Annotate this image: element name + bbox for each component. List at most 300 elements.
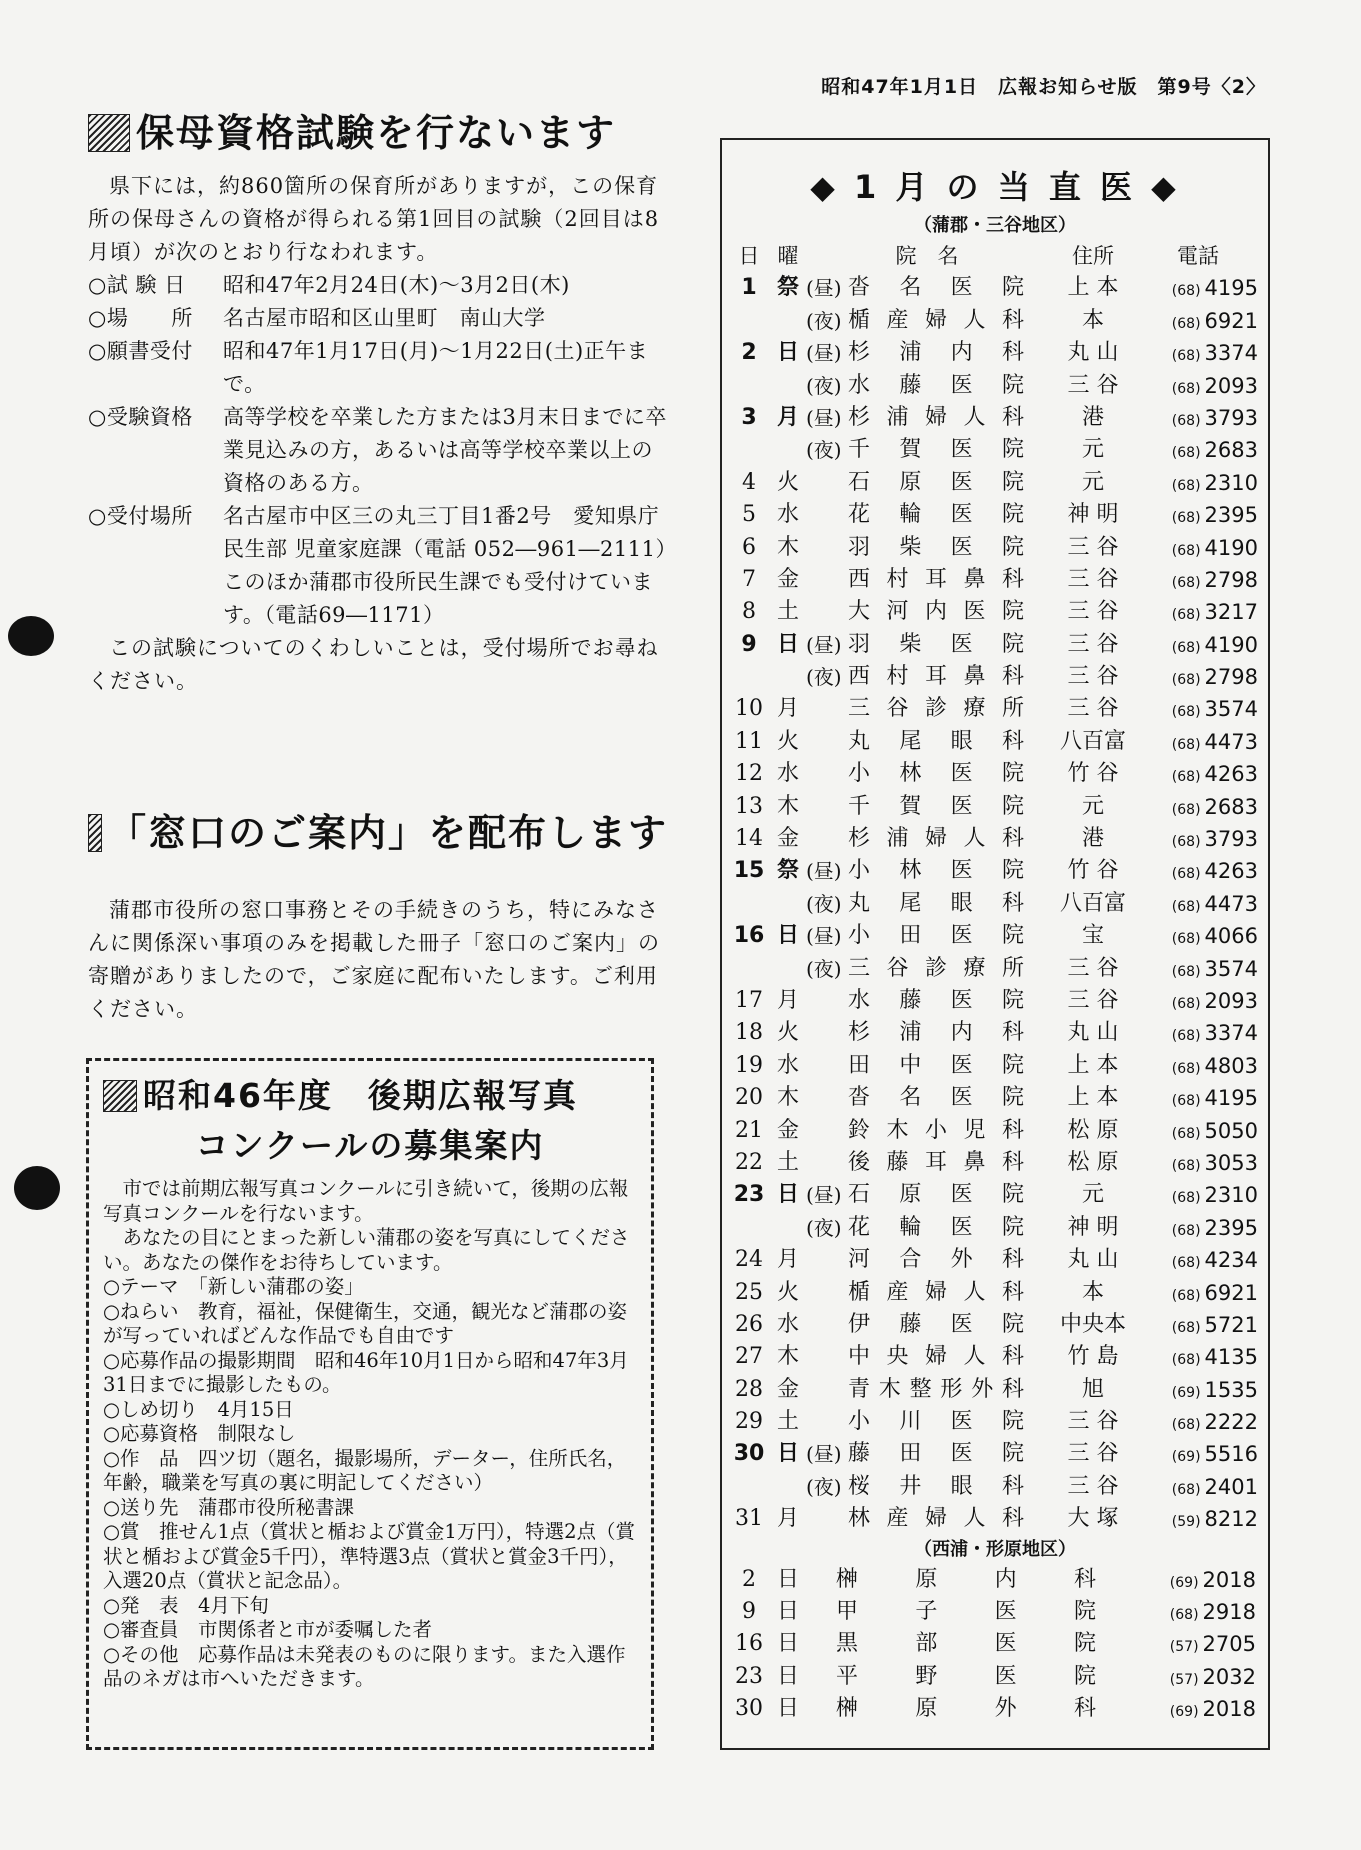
row-weekday: 火 xyxy=(776,1279,799,1305)
box-item: ○ねらい 教育，福祉，保健衛生，交通，観光など蒲郡の姿が写っていればどんな作品でも自由です xyxy=(103,1299,628,1347)
item-label: ○願書受付 xyxy=(88,339,193,363)
row-day: 30 xyxy=(733,1441,765,1467)
row-clinic: 中央婦人科 xyxy=(848,1344,1024,1370)
row-day: 9 xyxy=(742,1599,756,1625)
box-paragraph: 市では前期広報写真コンクールに引き続いて，後期の広報写真コンクールを行ないます。 xyxy=(103,1177,629,1225)
row-clinic: 藤田医院 xyxy=(848,1441,1024,1467)
box-title-line1 xyxy=(103,1071,637,1121)
box-items xyxy=(103,1275,637,1692)
phone-area-code: (68) xyxy=(1171,1319,1201,1336)
phone-area-code: (69) xyxy=(1169,1574,1199,1591)
row-address: 宝 xyxy=(1081,923,1104,949)
row-phone xyxy=(1138,855,1258,887)
phone-number: 3793 xyxy=(1204,827,1258,852)
phone-number: 4195 xyxy=(1204,276,1258,301)
row-clinic: 小林医院 xyxy=(848,858,1024,884)
row-clinic: 杉浦内科 xyxy=(848,1020,1024,1046)
row-clinic: 河合外科 xyxy=(848,1247,1024,1273)
row-weekday: 日 xyxy=(776,1441,799,1467)
phone-number: 3374 xyxy=(1204,1021,1258,1046)
row-shift: (夜) xyxy=(806,373,842,398)
row-phone xyxy=(1138,1179,1258,1211)
row-shift xyxy=(806,985,848,1017)
row-shift xyxy=(806,1244,848,1276)
row-phone xyxy=(1138,1309,1258,1341)
box-item: ○しめ切り 4月15日 xyxy=(103,1397,294,1421)
row-day: 26 xyxy=(735,1311,763,1337)
row-day: 9 xyxy=(741,631,757,657)
phone-area-code: (68) xyxy=(1171,1222,1201,1239)
row-shift xyxy=(806,1277,848,1309)
phone-number: 2683 xyxy=(1204,438,1258,463)
table-header xyxy=(722,240,1268,272)
row-clinic: 羽柴医院 xyxy=(848,534,1024,560)
table-row xyxy=(728,1115,1268,1147)
table-row xyxy=(728,499,1268,531)
row-shift: (夜) xyxy=(806,1215,842,1240)
row-clinic: 丸尾眼科 xyxy=(848,890,1024,916)
table-row xyxy=(728,791,1268,823)
table-row xyxy=(728,305,1268,337)
row-phone xyxy=(1138,1115,1258,1147)
table-row xyxy=(728,596,1268,628)
row-address: 港 xyxy=(1081,404,1104,430)
row-shift xyxy=(806,1503,848,1535)
phone-area-code: (57) xyxy=(1169,1671,1199,1688)
row-address: 八百富 xyxy=(1059,890,1126,916)
row-day: 5 xyxy=(742,502,756,528)
row-address: 上 本 xyxy=(1067,1085,1119,1111)
phone-number: 2093 xyxy=(1204,988,1258,1013)
row-address: 元 xyxy=(1081,793,1104,819)
row-day: 17 xyxy=(735,987,763,1013)
table-row xyxy=(728,1503,1268,1535)
phone-area-code: (68) xyxy=(1171,1417,1201,1434)
table-row xyxy=(728,985,1268,1017)
row-address: 神 明 xyxy=(1067,502,1119,528)
phone-number: 6921 xyxy=(1204,308,1258,333)
table-row xyxy=(728,888,1268,920)
row-clinic: 沓名医院 xyxy=(848,275,1024,301)
phone-number: 5516 xyxy=(1204,1442,1258,1467)
table-row xyxy=(728,370,1268,402)
phone-area-code: (68) xyxy=(1171,1481,1201,1498)
phone-area-code: (68) xyxy=(1171,704,1201,721)
phone-number: 2798 xyxy=(1204,665,1258,690)
table-row xyxy=(728,1212,1268,1244)
row-phone xyxy=(1138,1503,1258,1535)
box-item: ○作 品 四ツ切（題名，撮影場所，データー，住所氏名，年齢，職業を写真の裏に明記してください） xyxy=(103,1446,627,1494)
row-clinic: 丸尾眼科 xyxy=(848,728,1024,754)
row-clinic: 鈴木小児科 xyxy=(848,1117,1024,1143)
row-day: 3 xyxy=(741,404,757,430)
row-clinic: 小田医院 xyxy=(848,923,1024,949)
row-day: 20 xyxy=(735,1085,763,1111)
row-address: 三 谷 xyxy=(1067,987,1119,1013)
phone-area-code: (68) xyxy=(1171,607,1201,624)
row-shift: (昼) xyxy=(806,405,842,430)
row-address: 丸 山 xyxy=(1067,340,1119,366)
row-day: 18 xyxy=(735,1020,763,1046)
row-address: 竹 谷 xyxy=(1067,858,1119,884)
row-clinic: 石原医院 xyxy=(848,1182,1024,1208)
phone-number: 4803 xyxy=(1204,1053,1258,1078)
row-weekday: 木 xyxy=(776,1085,799,1111)
section-title-text: 「窓口のご案内」を配布します xyxy=(107,811,668,855)
phone-area-code: (69) xyxy=(1171,1449,1201,1466)
row-address: 本 xyxy=(1081,307,1104,333)
row-clinic: 小林医院 xyxy=(848,761,1024,787)
phone-area-code: (68) xyxy=(1171,412,1201,429)
phone-number: 3374 xyxy=(1204,341,1258,366)
row-clinic: 黒部医院 xyxy=(836,1631,1096,1657)
row-clinic: 後藤耳鼻科 xyxy=(848,1149,1024,1175)
row-phone xyxy=(1138,888,1258,920)
row-shift xyxy=(806,1050,848,1082)
row-clinic: 甲子医院 xyxy=(836,1599,1096,1625)
section-body: 蒲郡市役所の窓口事務とその手続きのうち，特にみなさんに関係深い事項のみを掲載した冊子「窓口のご案内」の寄贈がありましたので，ご家庭に配布いたします。ご利用ください。 xyxy=(88,898,660,1021)
row-address: 元 xyxy=(1081,469,1104,495)
phone-area-code: (69) xyxy=(1169,1704,1199,1721)
row-day: 6 xyxy=(742,534,756,560)
row-phone xyxy=(1138,1082,1258,1114)
row-shift: (夜) xyxy=(806,308,842,333)
phone-number: 2401 xyxy=(1204,1474,1258,1499)
row-weekday xyxy=(770,434,806,466)
row-day: 2 xyxy=(742,1566,756,1592)
table-row xyxy=(728,1564,1268,1596)
row-phone xyxy=(1138,532,1258,564)
phone-number: 4234 xyxy=(1204,1248,1258,1273)
row-weekday: 水 xyxy=(776,502,799,528)
phone-area-code: (68) xyxy=(1171,1125,1201,1142)
phone-number: 8212 xyxy=(1204,1507,1258,1532)
phone-number: 2032 xyxy=(1202,1664,1256,1689)
row-phone xyxy=(1138,1277,1258,1309)
section-closing: この試験についてのくわしいことは，受付場所でお尋ねください。 xyxy=(88,636,659,693)
table-row xyxy=(728,1661,1268,1693)
phone-number: 2918 xyxy=(1202,1600,1256,1625)
table-row xyxy=(728,661,1268,693)
phone-area-code: (68) xyxy=(1171,1255,1201,1272)
row-day: 23 xyxy=(733,1182,765,1208)
row-clinic: 千賀医院 xyxy=(848,793,1024,819)
row-phone xyxy=(1138,758,1258,790)
row-address: 三 谷 xyxy=(1067,955,1119,981)
area-label: （西浦・形原地区） xyxy=(914,1538,1076,1560)
item-value: 高等学校を卒業した方または3月末日までに卒業見込みの方，あるいは高等学校卒業以上の資格のある方。 xyxy=(223,405,667,495)
row-shift: (夜) xyxy=(806,1474,842,1499)
row-address: 上 本 xyxy=(1067,1052,1119,1078)
phone-number: 4135 xyxy=(1204,1345,1258,1370)
table-row xyxy=(728,564,1268,596)
row-day xyxy=(728,434,770,466)
table-row xyxy=(728,1309,1268,1341)
row-day: 25 xyxy=(735,1279,763,1305)
row-clinic: 青木整形外科 xyxy=(848,1376,1024,1402)
row-phone xyxy=(1138,1017,1258,1049)
row-address: 三 谷 xyxy=(1067,1409,1119,1435)
phone-area-code: (68) xyxy=(1171,834,1201,851)
table-row xyxy=(728,532,1268,564)
row-shift xyxy=(806,1115,848,1147)
col-day: 日 xyxy=(738,244,760,268)
phone-number: 3217 xyxy=(1204,600,1258,625)
row-shift xyxy=(806,693,848,725)
hatch-mark xyxy=(103,1080,137,1112)
row-weekday: 金 xyxy=(776,1376,799,1402)
phone-number: 3574 xyxy=(1204,956,1258,981)
row-shift xyxy=(806,596,848,628)
section-title xyxy=(88,808,668,858)
row-day: 10 xyxy=(735,696,763,722)
row-address: 中央本 xyxy=(1059,1311,1126,1337)
phone-area-code: (68) xyxy=(1169,1607,1199,1624)
table-row xyxy=(728,823,1268,855)
row-clinic: 楯産婦人科 xyxy=(848,1279,1024,1305)
row-address: 上 本 xyxy=(1067,275,1119,301)
row-shift: (夜) xyxy=(806,891,842,916)
table-row xyxy=(728,337,1268,369)
row-phone xyxy=(1138,953,1258,985)
row-shift: (昼) xyxy=(806,276,842,301)
row-clinic: 大河内医院 xyxy=(848,599,1024,625)
row-phone xyxy=(1138,726,1258,758)
row-shift: (昼) xyxy=(806,632,842,657)
row-shift: (夜) xyxy=(806,438,842,463)
row-address: 三 谷 xyxy=(1067,631,1119,657)
table-row xyxy=(728,1596,1268,1628)
phone-number: 4473 xyxy=(1204,729,1258,754)
row-clinic: 榊原外科 xyxy=(836,1696,1096,1722)
row-weekday: 月 xyxy=(776,696,799,722)
row-clinic: 三谷診療所 xyxy=(848,696,1024,722)
phone-area-code: (68) xyxy=(1171,1157,1201,1174)
row-weekday: 土 xyxy=(776,599,799,625)
row-weekday: 金 xyxy=(776,826,799,852)
row-day xyxy=(728,370,770,402)
phone-area-code: (68) xyxy=(1171,963,1201,980)
row-phone xyxy=(1138,1471,1258,1503)
phone-area-code: (68) xyxy=(1171,510,1201,527)
row-address: 旭 xyxy=(1081,1376,1104,1402)
row-shift xyxy=(806,758,848,790)
row-shift xyxy=(806,1406,848,1438)
row-day: 29 xyxy=(735,1409,763,1435)
box-item: ○賞 推せん1点（賞状と楯および賞金1万円），特選2点（賞状と楯および賞金5千円），準特選3点（賞状と賞金3千円），入選20点（賞状と記念品）。 xyxy=(103,1520,635,1592)
exam-item xyxy=(88,302,668,335)
phone-number: 4195 xyxy=(1204,1086,1258,1111)
row-clinic: 水藤医院 xyxy=(848,372,1024,398)
table-row xyxy=(728,1179,1268,1211)
phone-number: 2705 xyxy=(1202,1632,1256,1657)
row-weekday: 月 xyxy=(776,1506,799,1532)
phone-number: 2798 xyxy=(1204,567,1258,592)
row-address: 丸 山 xyxy=(1067,1020,1119,1046)
table-title: ◆ 1 月 の 当 直 医 ◆ xyxy=(810,168,1180,206)
exam-item xyxy=(88,401,668,500)
phone-area-code: (68) xyxy=(1171,445,1201,462)
row-phone xyxy=(1136,1693,1256,1725)
row-clinic: 三谷診療所 xyxy=(848,955,1024,981)
table-body-2 xyxy=(722,1564,1268,1726)
row-clinic: 西村耳鼻科 xyxy=(848,664,1024,690)
row-shift: (昼) xyxy=(806,341,842,366)
row-weekday: 火 xyxy=(776,728,799,754)
row-shift xyxy=(806,791,848,823)
phone-number: 2222 xyxy=(1204,1410,1258,1435)
table-body xyxy=(722,272,1268,1535)
col-weekday: 曜 xyxy=(777,244,799,268)
ink-blot xyxy=(14,1166,60,1210)
row-phone xyxy=(1138,305,1258,337)
row-clinic: 西村耳鼻科 xyxy=(848,566,1024,592)
row-clinic: 千賀医院 xyxy=(848,437,1024,463)
phone-number: 1535 xyxy=(1204,1377,1258,1402)
row-phone xyxy=(1138,1212,1258,1244)
row-weekday xyxy=(770,305,806,337)
row-weekday: 土 xyxy=(776,1149,799,1175)
row-weekday: 祭 xyxy=(776,275,799,301)
table-row xyxy=(728,272,1268,304)
row-shift xyxy=(806,532,848,564)
row-address: 元 xyxy=(1081,437,1104,463)
duty-doctor-table xyxy=(720,138,1270,1750)
phone-number: 2683 xyxy=(1204,794,1258,819)
row-day: 11 xyxy=(735,728,763,754)
box-title-text: 昭和46年度 後期広報写真 xyxy=(143,1076,578,1115)
item-value: 名古屋市昭和区山里町 南山大学 xyxy=(223,306,546,330)
row-clinic: 花輪医院 xyxy=(848,1214,1024,1240)
row-phone xyxy=(1138,1147,1258,1179)
row-address: 三 谷 xyxy=(1067,664,1119,690)
table-row xyxy=(728,1471,1268,1503)
row-day: 22 xyxy=(735,1149,763,1175)
row-day: 8 xyxy=(742,599,756,625)
table-row xyxy=(728,953,1268,985)
table-row xyxy=(728,1017,1268,1049)
ink-blot xyxy=(8,616,54,656)
phone-number: 2310 xyxy=(1204,470,1258,495)
row-weekday: 日 xyxy=(776,340,799,366)
row-address: 大 塚 xyxy=(1067,1506,1119,1532)
row-weekday: 日 xyxy=(776,1663,799,1689)
row-day: 16 xyxy=(733,923,765,949)
table-row xyxy=(728,1341,1268,1373)
row-shift xyxy=(806,823,848,855)
phone-number: 3053 xyxy=(1204,1150,1258,1175)
col-phone: 電話 xyxy=(1177,244,1219,268)
row-clinic: 林産婦人科 xyxy=(848,1506,1024,1532)
table-row xyxy=(728,402,1268,434)
item-value: 昭和47年1月17日(月)～1月22日(土)正午まで。 xyxy=(223,339,649,396)
phone-area-code: (68) xyxy=(1171,866,1201,883)
row-shift xyxy=(806,726,848,758)
item-value: 昭和47年2月24日(木)～3月2日(木) xyxy=(223,273,570,297)
item-label: ○受験資格 xyxy=(88,405,193,429)
table-row xyxy=(728,467,1268,499)
row-shift xyxy=(806,1082,848,1114)
exam-item xyxy=(88,335,668,401)
row-day xyxy=(728,1212,770,1244)
phone-area-code: (68) xyxy=(1171,769,1201,786)
phone-number: 2310 xyxy=(1204,1183,1258,1208)
section-title xyxy=(88,108,668,158)
row-phone xyxy=(1138,693,1258,725)
row-day xyxy=(728,1471,770,1503)
row-address: 本 xyxy=(1081,1279,1104,1305)
row-address: 元 xyxy=(1081,1182,1104,1208)
box-item: ○発 表 4月下旬 xyxy=(103,1593,269,1617)
row-weekday: 火 xyxy=(776,469,799,495)
row-clinic: 水藤医院 xyxy=(848,987,1024,1013)
row-weekday: 水 xyxy=(776,1311,799,1337)
row-day: 7 xyxy=(742,566,756,592)
photo-contest-box xyxy=(86,1058,654,1750)
phone-area-code: (68) xyxy=(1171,736,1201,753)
row-weekday: 祭 xyxy=(776,858,799,884)
phone-area-code: (68) xyxy=(1171,380,1201,397)
phone-number: 5050 xyxy=(1204,1118,1258,1143)
phone-area-code: (57) xyxy=(1169,1639,1199,1656)
row-address: 三 谷 xyxy=(1067,534,1119,560)
row-address: 三 谷 xyxy=(1067,1473,1119,1499)
phone-number: 2395 xyxy=(1204,1215,1258,1240)
row-weekday xyxy=(770,661,806,693)
table-row xyxy=(728,1277,1268,1309)
row-clinic: 花輪医院 xyxy=(848,502,1024,528)
row-clinic: 杉浦婦人科 xyxy=(848,404,1024,430)
phone-number: 4473 xyxy=(1204,891,1258,916)
phone-area-code: (68) xyxy=(1171,574,1201,591)
row-weekday: 金 xyxy=(776,566,799,592)
exam-item xyxy=(88,500,668,632)
row-phone xyxy=(1138,823,1258,855)
page-header: 昭和47年1月1日 広報お知らせ版 第9号〈2〉 xyxy=(821,76,1266,98)
row-weekday xyxy=(770,953,806,985)
row-address: 丸 山 xyxy=(1067,1247,1119,1273)
box-item: ○送り先 蒲郡市役所秘書課 xyxy=(103,1495,355,1519)
table-row xyxy=(728,726,1268,758)
row-phone xyxy=(1138,434,1258,466)
row-phone xyxy=(1138,596,1258,628)
phone-area-code: (68) xyxy=(1171,672,1201,689)
table-row xyxy=(728,1147,1268,1179)
row-weekday xyxy=(770,1471,806,1503)
phone-area-code: (68) xyxy=(1171,1028,1201,1045)
row-day: 28 xyxy=(735,1376,763,1402)
row-shift xyxy=(806,1374,848,1406)
exam-item xyxy=(88,269,668,302)
table-row xyxy=(728,1693,1268,1725)
box-item: ○応募作品の撮影期間 昭和46年10月1日から昭和47年3月31日までに撮影したもの。 xyxy=(103,1348,629,1396)
row-weekday: 木 xyxy=(776,793,799,819)
row-weekday: 木 xyxy=(776,1344,799,1370)
row-phone xyxy=(1138,272,1258,304)
row-day: 14 xyxy=(735,826,763,852)
phone-area-code: (68) xyxy=(1171,1093,1201,1110)
row-address: 三 谷 xyxy=(1067,1441,1119,1467)
row-day: 21 xyxy=(735,1117,763,1143)
phone-area-code: (68) xyxy=(1171,315,1201,332)
phone-number: 2395 xyxy=(1204,503,1258,528)
row-phone xyxy=(1138,564,1258,596)
row-day xyxy=(728,661,770,693)
table-row xyxy=(728,855,1268,887)
row-phone xyxy=(1136,1596,1256,1628)
col-name: 院 名 xyxy=(895,244,959,268)
row-shift xyxy=(806,467,848,499)
